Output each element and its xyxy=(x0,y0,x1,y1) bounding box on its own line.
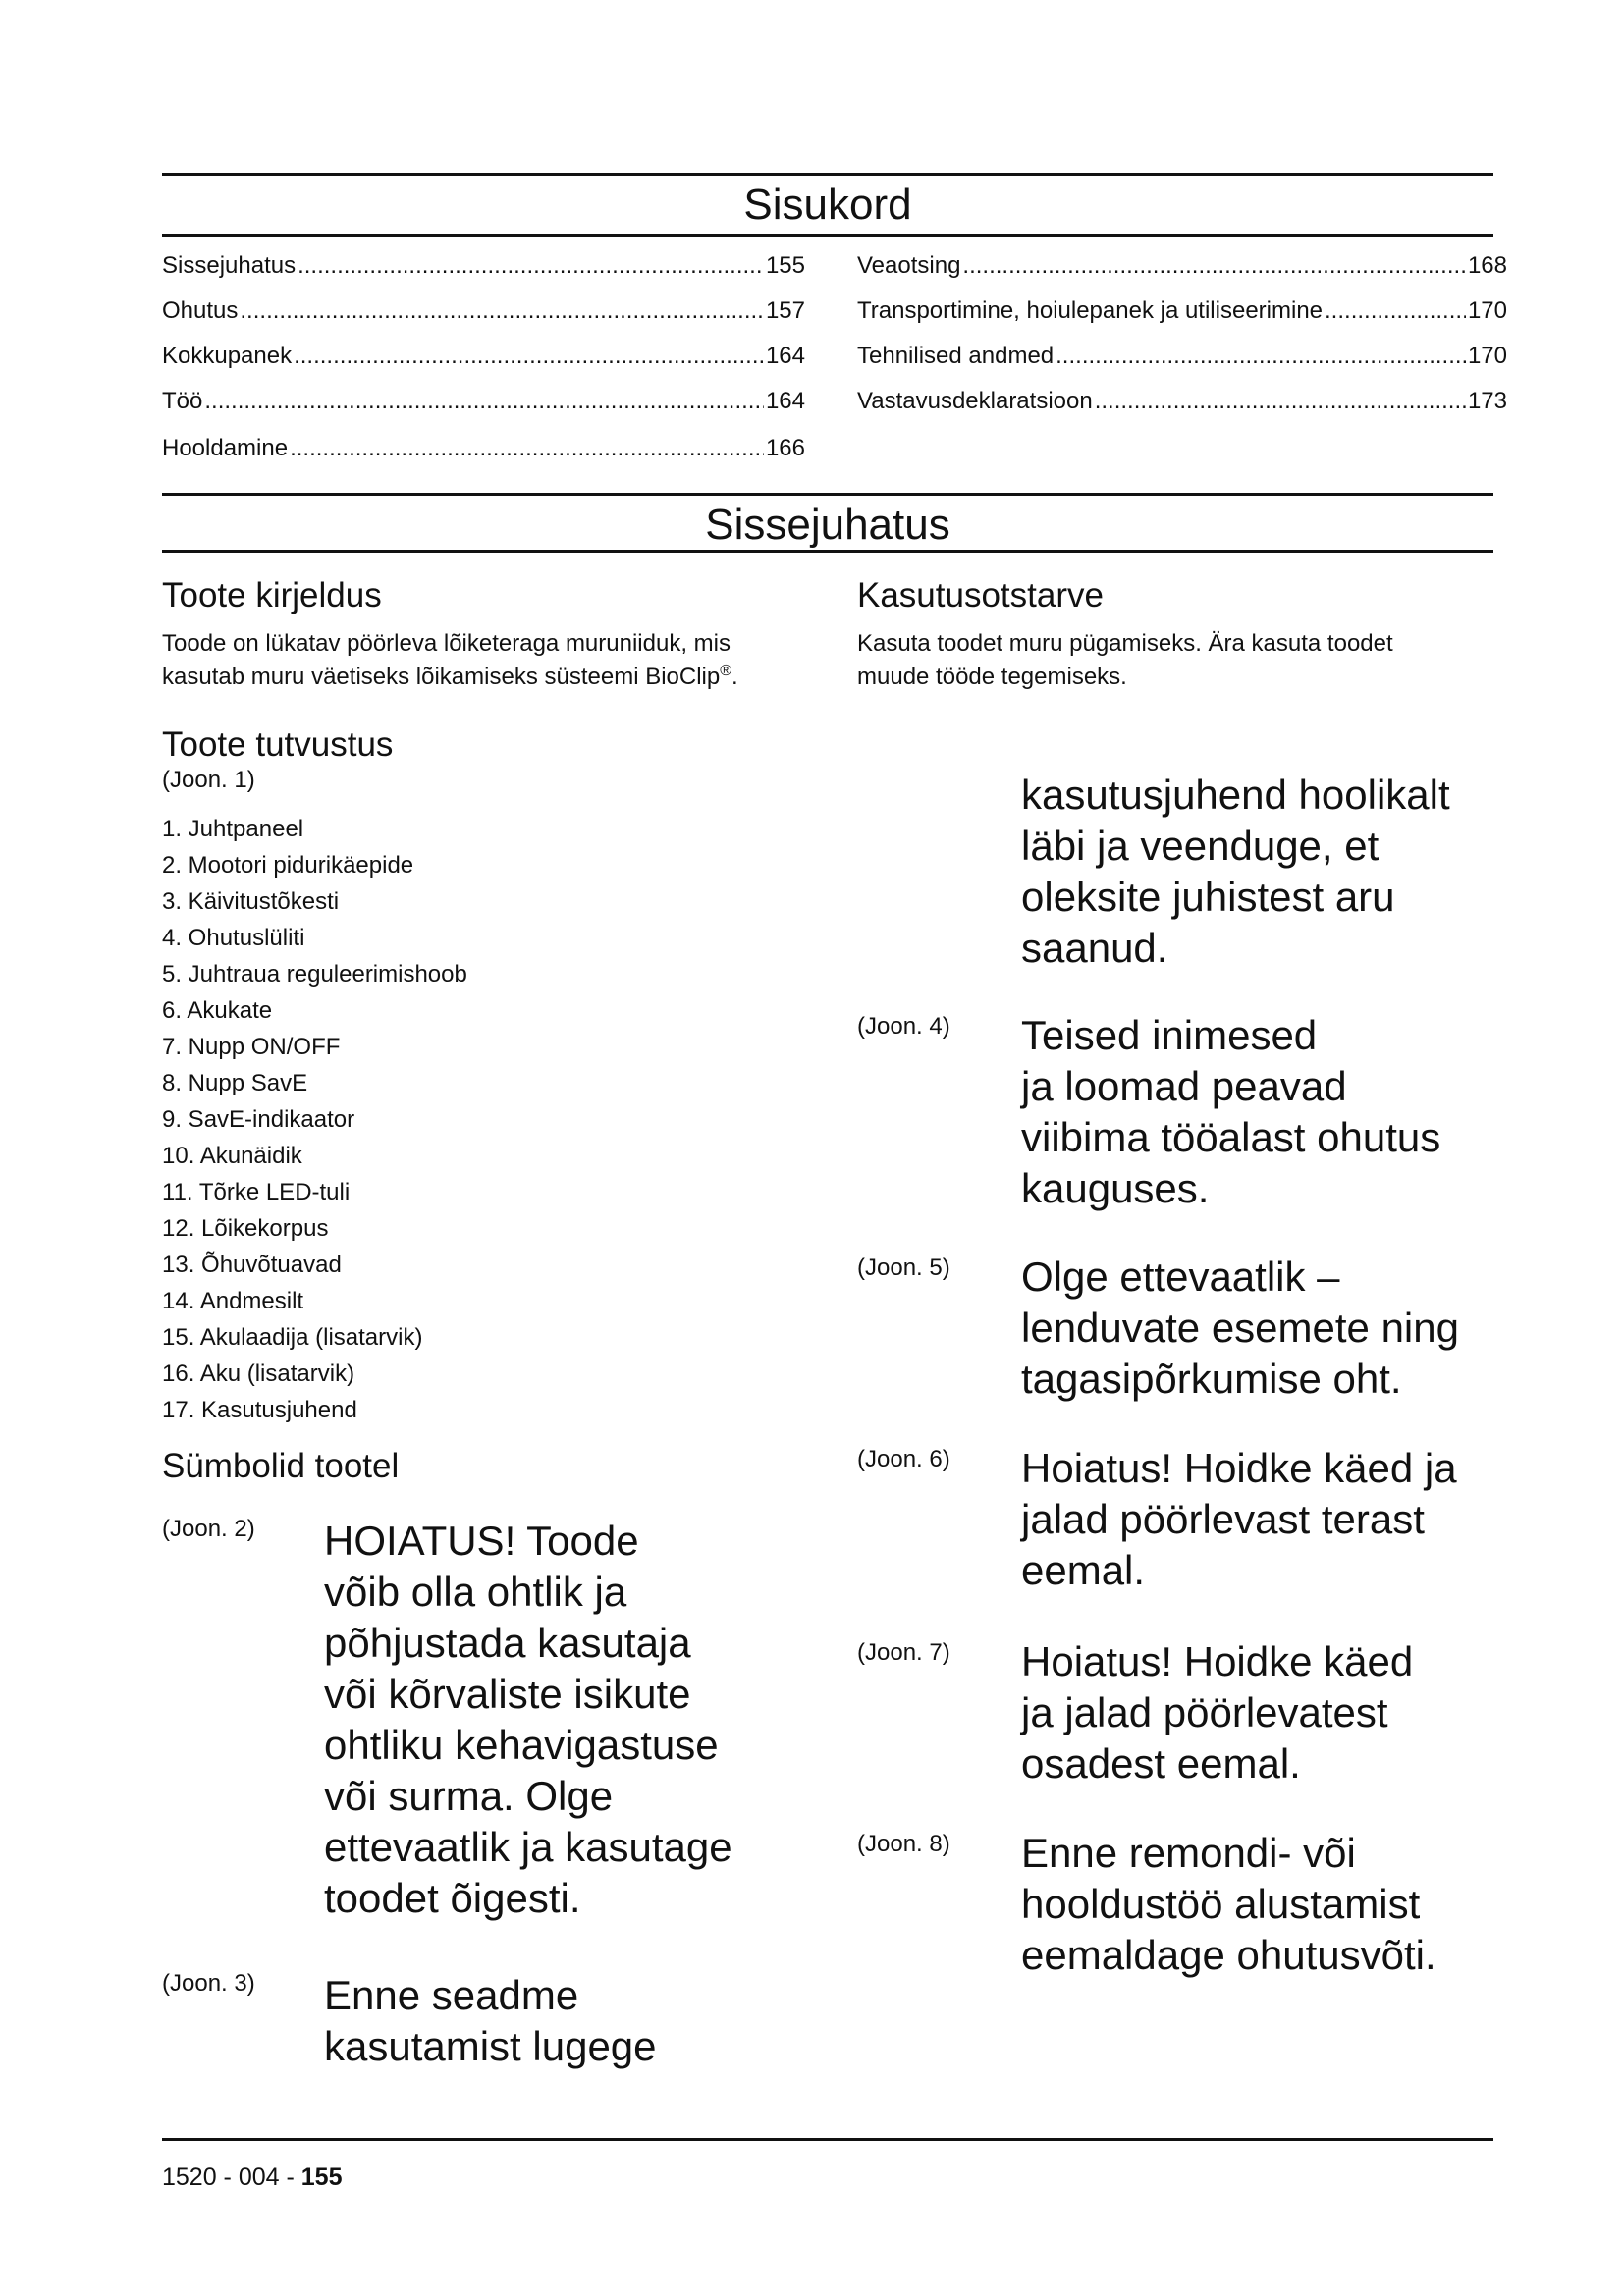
list-item: 2. Mootori pidurikäepide xyxy=(162,852,414,879)
symbol-line: jalad pöörlevast terast xyxy=(1021,1496,1425,1542)
toc-entry[interactable] xyxy=(162,252,805,280)
product-description-fragment: kasutab muru väetiseks lõikamiseks süsteemi BioClip xyxy=(162,664,721,690)
symbol-description xyxy=(1021,1252,1459,1405)
toc-leader xyxy=(1325,297,1466,325)
product-description-line: Toode on lükatav pöörleva lõiketeraga muruniiduk, mis xyxy=(162,630,731,657)
toc-entry[interactable] xyxy=(162,343,805,370)
symbol-line: Teised inimesed xyxy=(1021,1012,1318,1058)
symbol-line: saanud. xyxy=(1021,925,1168,971)
figure-ref: (Joon. 5) xyxy=(857,1255,950,1281)
symbol-line: oleksite juhistest aru xyxy=(1021,874,1395,920)
symbol-line: Enne seadme xyxy=(324,1972,579,2018)
list-item: 10. Akunäidik xyxy=(162,1143,302,1169)
list-item: 12. Lõikekorpus xyxy=(162,1215,329,1242)
toc-entry-page: 170 xyxy=(1467,343,1507,369)
symbol-line: viibima tööalast ohutus xyxy=(1021,1114,1441,1160)
list-item: 17. Kasutusjuhend xyxy=(162,1397,357,1423)
symbol-line: kasutamist lugege xyxy=(324,2023,657,2069)
symbol-line: eemaldage ohutusvõti. xyxy=(1021,1932,1436,1978)
intended-use-text xyxy=(857,627,1505,694)
toc-leader xyxy=(294,343,764,370)
symbol-line: kauguses. xyxy=(1021,1165,1210,1211)
page-number: 155 xyxy=(300,2163,343,2191)
page-footer xyxy=(162,2163,343,2192)
list-item: 3. Käivitustõkesti xyxy=(162,888,340,915)
toc-leader xyxy=(962,252,1466,280)
toc-entry[interactable] xyxy=(162,297,805,325)
symbol-line: või kõrvaliste isikute xyxy=(324,1671,691,1717)
symbol-line: osadest eemal. xyxy=(1021,1740,1301,1787)
toc-entry-page: 170 xyxy=(1467,297,1507,324)
symbol-description xyxy=(1021,1636,1413,1789)
product-description-line xyxy=(162,661,830,694)
list-item: 16. Aku (lisatarvik) xyxy=(162,1361,355,1387)
toc-entry-label: Vastavusdeklaratsioon xyxy=(857,388,1093,414)
symbol-line: või surma. Olge xyxy=(324,1773,614,1819)
intended-use-heading: Kasutusotstarve xyxy=(857,576,1104,614)
figure-ref: (Joon. 4) xyxy=(857,1013,950,1040)
registered-mark: ® xyxy=(720,663,732,679)
symbol-description xyxy=(1021,1443,1457,1596)
figure-ref: (Joon. 1) xyxy=(162,767,255,793)
figure-ref: (Joon. 6) xyxy=(857,1446,950,1472)
symbol-line: ja loomad peavad xyxy=(1021,1063,1347,1109)
toc-entry-page: 168 xyxy=(1467,252,1507,279)
toc-entry-label: Veaotsing xyxy=(857,252,961,279)
list-item: 1. Juhtpaneel xyxy=(162,816,304,842)
symbol-line: lenduvate esemete ning xyxy=(1021,1305,1459,1351)
product-overview-heading: Toote tutvustus xyxy=(162,725,394,764)
symbols-heading: Sümbolid tootel xyxy=(162,1447,400,1485)
figure-ref: (Joon. 7) xyxy=(857,1639,950,1666)
symbol-line: ohtliku kehavigastuse xyxy=(324,1722,719,1768)
symbol-description xyxy=(324,1970,657,2072)
list-item: 6. Akukate xyxy=(162,997,273,1024)
toc-entry-label: Tehnilised andmed xyxy=(857,343,1055,369)
toc-entry-page: 157 xyxy=(765,297,805,324)
intended-use-line: muude tööde tegemiseks. xyxy=(857,664,1127,690)
list-item: 9. SavE-indikaator xyxy=(162,1106,355,1133)
document-code: 1520 - 004 - xyxy=(162,2163,295,2191)
footer-rule xyxy=(162,2138,1493,2141)
list-item: 5. Juhtraua reguleerimishoob xyxy=(162,961,467,988)
symbol-line: eemal. xyxy=(1021,1547,1146,1593)
toc-leader xyxy=(298,252,764,280)
product-description-text xyxy=(162,627,830,694)
symbol-description xyxy=(324,1516,732,1924)
symbol-line: ja jalad pöörlevatest xyxy=(1021,1689,1388,1735)
figure-ref: (Joon. 8) xyxy=(857,1831,950,1857)
symbol-line: põhjustada kasutaja xyxy=(324,1620,691,1666)
toc-entry-page: 173 xyxy=(1467,388,1507,414)
intro-title: Sissejuhatus xyxy=(705,501,950,549)
symbol-line: Enne remondi- või xyxy=(1021,1830,1356,1876)
symbol-line: läbi ja veenduge, et xyxy=(1021,823,1380,869)
toc-entry[interactable] xyxy=(857,252,1507,280)
symbol-line: võib olla ohtlik ja xyxy=(324,1569,627,1615)
toc-leader xyxy=(1056,343,1466,370)
product-parts-list xyxy=(162,811,467,1428)
symbol-line: ettevaatlik ja kasutage xyxy=(324,1824,732,1870)
toc-entry-label: Hooldamine xyxy=(162,435,289,461)
toc-entry[interactable] xyxy=(857,297,1507,325)
symbol-line: hooldustöö alustamist xyxy=(1021,1881,1421,1927)
symbol-line: tagasipõrkumise oht. xyxy=(1021,1356,1402,1402)
sentence-end: . xyxy=(731,664,738,690)
toc-leader xyxy=(290,435,764,462)
toc-entry[interactable] xyxy=(162,388,805,415)
toc-entry-page: 155 xyxy=(765,252,805,279)
toc-entry-label: Ohutus xyxy=(162,297,239,324)
symbol-description xyxy=(1021,1010,1440,1214)
toc-entry[interactable] xyxy=(857,388,1507,415)
toc-entry-label: Kokkupanek xyxy=(162,343,293,369)
list-item: 13. Õhuvõtuavad xyxy=(162,1252,342,1278)
toc-leader xyxy=(240,297,764,325)
symbol-description xyxy=(1021,1828,1436,1981)
toc-entry[interactable] xyxy=(162,435,805,462)
intended-use-line: Kasuta toodet muru pügamiseks. Ära kasuta toodet xyxy=(857,630,1393,657)
intro-top-rule xyxy=(162,493,1493,496)
symbol-description-continued xyxy=(1021,770,1450,974)
toc-entry-label: Transportimine, hoiulepanek ja utiliseerimine xyxy=(857,297,1324,324)
product-description-heading: Toote kirjeldus xyxy=(162,576,382,614)
symbol-line: Olge ettevaatlik – xyxy=(1021,1254,1340,1300)
toc-entry-label: Töö xyxy=(162,388,203,414)
list-item: 4. Ohutuslüliti xyxy=(162,925,305,951)
toc-title: Sisukord xyxy=(743,181,912,229)
toc-entry-page: 164 xyxy=(765,388,805,414)
symbol-line: Hoiatus! Hoidke käed ja xyxy=(1021,1445,1457,1491)
list-item: 14. Andmesilt xyxy=(162,1288,304,1314)
symbol-line: HOIATUS! Toode xyxy=(324,1518,639,1564)
toc-entry-page: 164 xyxy=(765,343,805,369)
symbol-line: toodet õigesti. xyxy=(324,1875,581,1921)
list-item: 15. Akulaadija (lisatarvik) xyxy=(162,1324,423,1351)
list-item: 7. Nupp ON/OFF xyxy=(162,1034,341,1060)
intro-bottom-rule xyxy=(162,550,1493,553)
toc-top-rule xyxy=(162,173,1493,176)
list-item: 8. Nupp SavE xyxy=(162,1070,308,1096)
figure-ref: (Joon. 2) xyxy=(162,1516,255,1542)
symbol-line: Hoiatus! Hoidke käed xyxy=(1021,1638,1414,1684)
symbol-line: kasutusjuhend hoolikalt xyxy=(1021,772,1450,818)
toc-entry[interactable] xyxy=(857,343,1507,370)
list-item: 11. Tõrke LED-tuli xyxy=(162,1179,351,1205)
toc-leader xyxy=(204,388,764,415)
toc-leader xyxy=(1095,388,1466,415)
toc-entry-label: Sissejuhatus xyxy=(162,252,297,279)
toc-bottom-rule xyxy=(162,234,1493,237)
figure-ref: (Joon. 3) xyxy=(162,1970,255,1997)
toc-entry-page: 166 xyxy=(765,435,805,461)
